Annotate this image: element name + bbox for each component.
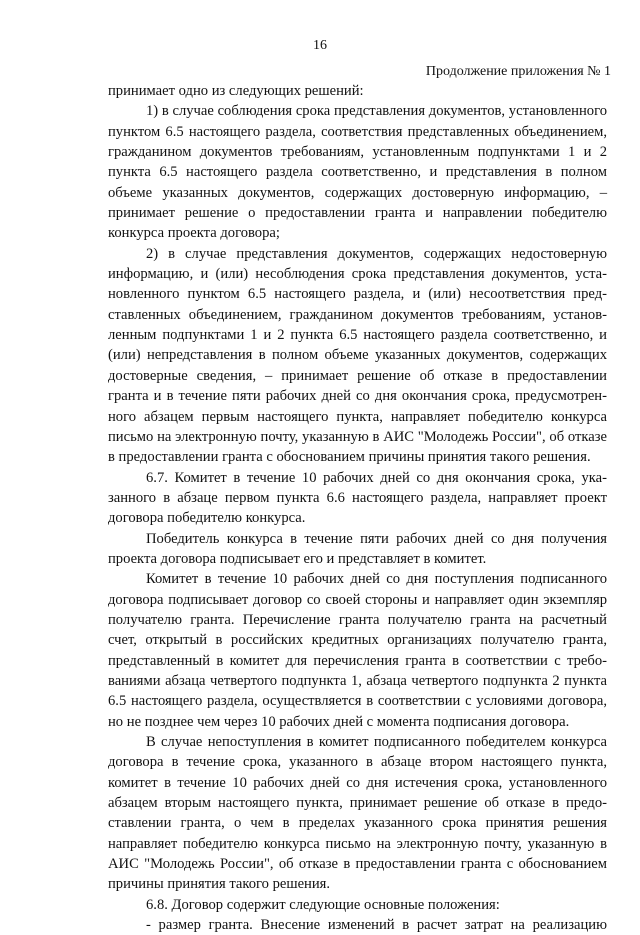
appendix-continuation-note: Продолжение приложения № 1	[425, 64, 611, 79]
paragraph-grant-size: - размер гранта. Внесение изменений в расчет затрат на реализацию	[146, 917, 607, 934]
paragraph-nonreceipt: В случае непоступления в комитет подписанного победителем конкурса договора в течение срока, указанного в абзаце втором настоящего пункта, комитет в течение 10 рабочих дней со дня истечения срока, установленного абзацем вторым настоящего пункта, принимает решение об отказе в предоставлении гранта, о чем в пределах указанного срока принятия решения направляет победителю конкурса письмо на электронную почту, указанную в АИС "Молодежь России", об отказе в предоставлении гранта с обоснованием причины принятия такого решения.	[108, 734, 607, 893]
paragraph-committee-transfer: Комитет в течение 10 рабочих дней со дня поступления подписанного договора подписывает договор со своей стороны и направляет один экземпляр получателю гранта. Перечисление гранта получателю гранта на расчетный счет, открытый в российских кредитных организациях получателю гранта, представленный в комитет для перечисления гранта в соответствии с требованиями абзаца четвертого подпункта 1, абзаца четвертого подпункта 2 пункта 6.5 настоящего раздела, осуществляется в соответствии с условиями договора, но не позднее чем через 10 рабочих дней с момента подписания договора.	[108, 571, 607, 730]
paragraph-decision-2: 2) в случае представления документов, содержащих недостоверную информацию, и (или) несоблюдения срока представления документов, установленного пунктом 6.5 настоящего раздела, и (или) несоответствия представленных объединением, гражданином документов требованиям, установленным подпунктами 1 и 2 пункта 6.5 настоящего раздела соответственно, и (или) непредставления в полном объеме указанных документов, содержащих достоверные сведения, – принимает решение об отказе в предоставлении гранта и в течение пяти рабочих дней со дня окончания срока, предусмотренного абзацем первым настоящего пункта, направляет победителю конкурса письмо на электронную почту, указанную в АИС "Молодежь России", об отказе в предоставлении гранта с обоснованием причины принятия такого решения.	[108, 245, 607, 466]
document-body	[108, 81, 607, 935]
paragraph-clause-6-7: 6.7. Комитет в течение 10 рабочих дней со дня окончания срока, указанного в абзаце первом пункта 6.6 настоящего раздела, направляет проект договора победителю конкурса.	[108, 469, 607, 527]
page-number: 16	[313, 38, 327, 53]
paragraph-decision-1: 1) в случае соблюдения срока представления документов, установленного пунктом 6.5 настоящего раздела, соответствия представленных объединением, гражданином документов требованиям, установленным подпунктами 1 и 2 пункта 6.5 настоящего раздела соответственно, и представления в полном объеме указанных документов, содержащих достоверную информацию, – принимает решение о предоставлении гранта и направлении победителю конкурса проекта договора;	[108, 103, 607, 242]
paragraph-intro: принимает одно из следующих решений:	[108, 83, 364, 99]
paragraph-clause-6-8: 6.8. Договор содержит следующие основные положения:	[146, 896, 500, 913]
paragraph-winner-signs: Победитель конкурса в течение пяти рабочих дней со дня получения проекта договора подписывает его и представляет в комитет.	[108, 530, 607, 567]
